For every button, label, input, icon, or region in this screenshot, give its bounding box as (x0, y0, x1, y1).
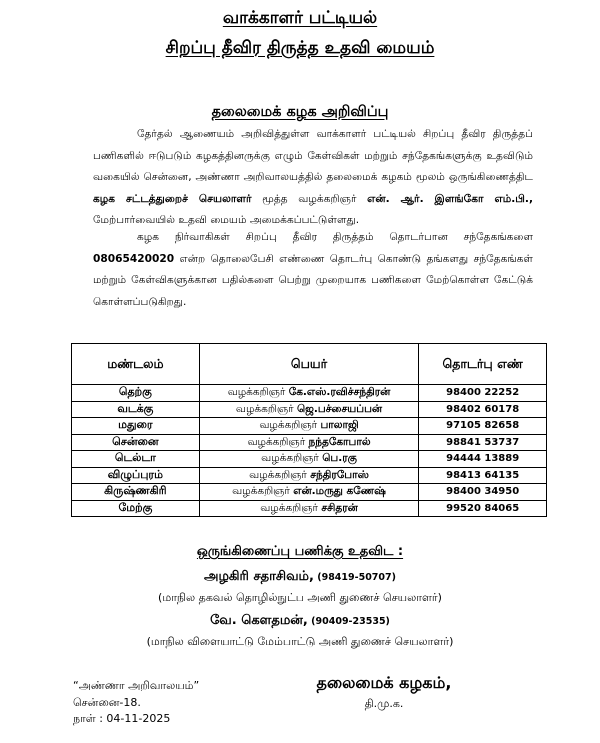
person-name: ஜெ.பச்சையப்பன் (297, 402, 383, 415)
footer-party: தி.மு.க. (364, 697, 404, 710)
name-prefix: வழக்கறிஞர் (235, 402, 297, 415)
paragraph-helpline (93, 227, 533, 313)
name-prefix: வழக்கறிஞர் (259, 419, 321, 432)
coordinator-1-phone: (98419-50707) (313, 572, 396, 583)
footer-city: சென்னை-18. (73, 695, 141, 709)
table-row (72, 500, 547, 517)
table-row (72, 401, 547, 418)
person-name: சந்திரபோஸ் (310, 468, 369, 481)
zone-cell: கிருஷ்ணகிரி (72, 484, 200, 501)
name-prefix: வழக்கறிஞர் (260, 501, 322, 514)
name-prefix: வழக்கறிஞர் (261, 452, 323, 465)
table-row (72, 418, 547, 435)
phone-cell: 98841 53737 (419, 434, 547, 451)
name-cell (199, 401, 419, 418)
name-cell (199, 451, 419, 468)
phone-cell: 98413 64135 (419, 467, 547, 484)
phone-cell: 99520 84065 (419, 500, 547, 517)
name-cell (199, 467, 419, 484)
footer-place: “அண்ணா அறிவாலயம்” (73, 679, 200, 692)
table-row (72, 451, 547, 468)
person-name: சசிதரன் (321, 501, 358, 514)
zone-cell: வடக்கு (72, 401, 200, 418)
name-cell (199, 385, 419, 402)
name-prefix: வழக்கறிஞர் (247, 435, 309, 448)
name-prefix: வழக்கறிஞர் (227, 386, 289, 399)
footer-org: தலைமைக் கழகம், (316, 673, 452, 692)
coordinator-1 (0, 569, 600, 585)
header-zone: மண்டலம் (72, 344, 200, 385)
zone-cell: விழுப்புரம் (72, 467, 200, 484)
header-phone: தொடர்பு எண் (419, 344, 547, 385)
coordinator-2 (0, 613, 600, 629)
paragraph1-bold-a: கழக சட்டத்துறைச் செயலாளர் (93, 192, 252, 205)
footer-address (73, 678, 199, 728)
paragraph1-text-c: மேற்பார்வையில் உதவி மையம் அமைக்கப்பட்டுள்ளது. (93, 214, 360, 226)
paragraph1-bold-b: என். ஆர். இளங்கோ எம்.பி., (367, 192, 533, 205)
phone-cell: 98402 60178 (419, 401, 547, 418)
header-name: பெயர் (199, 344, 419, 385)
person-name: என்.மருது கணேஷ் (293, 485, 386, 498)
phone-cell: 97105 82658 (419, 418, 547, 435)
coordinator-2-name: வே. கௌதமன், (210, 613, 308, 628)
notice-heading: தலைமைக் கழக அறிவிப்பு (211, 104, 389, 120)
coordinator-1-name: அழகிரி சதாசிவம், (204, 569, 314, 584)
person-name: நந்தகோபால் (308, 435, 371, 448)
paragraph1-text-b: மூத்த வழக்கறிஞர் (251, 192, 368, 205)
zone-cell: சென்னை (72, 434, 200, 451)
zone-cell: தெற்கு (72, 385, 200, 402)
phone-cell: 98400 34950 (419, 484, 547, 501)
footer-date: நாள் : 04-11-2025 (73, 712, 171, 725)
document-title-line1: வாக்காளர் பட்டியல் (222, 8, 378, 28)
coordinator-2-phone: (90409-23535) (307, 616, 390, 627)
name-prefix: வழக்கறிஞர் (249, 468, 311, 481)
person-name: கே.எஸ்.ரவிச்சந்திரன் (288, 386, 391, 399)
name-cell (199, 418, 419, 435)
name-cell (199, 484, 419, 501)
document-title-line2: சிறப்பு தீவிர திருத்த உதவி மையம் (165, 38, 435, 58)
zone-cell: மேற்கு (72, 500, 200, 517)
person-name: பாலாஜி (320, 419, 359, 432)
table-row (72, 385, 547, 402)
coordinator-2-role: (மாநில விளையாட்டு மேம்பாட்டு அணி துணைச் செயலாளர்) (146, 635, 454, 648)
name-cell (199, 434, 419, 451)
paragraph2-text-a: கழக நிர்வாகிகள் சிறப்பு தீவிர திருத்தம் தொடர்பான சந்தேகங்களை (137, 231, 533, 243)
paragraph-help-center (93, 124, 533, 232)
zone-cell: டெல்டா (72, 451, 200, 468)
phone-cell: 94444 13889 (419, 451, 547, 468)
name-prefix: வழக்கறிஞர் (232, 485, 294, 498)
table-header-row (72, 344, 547, 385)
table-row (72, 434, 547, 451)
paragraph1-text-a: தேர்தல் ஆணையம் அறிவித்துள்ள வாக்காளர் பட்டியல் சிறப்பு தீவிர திருத்தப் பணிகளில் ஈடுபடும் கழகத்தினருக்கு எழும் கேள்விகள் மற்றும் சந்தேகங்களுக்கு உதவிடும் வகையில் சென்னை, அண்ணா அறிவாலயத்தில் தலைமைக் கழகம் மூலம் ஒருங்கிணைத்திட (93, 128, 533, 183)
helpline-number: 08065420020 (93, 252, 175, 265)
table-row (72, 467, 547, 484)
person-name: பெ.ரகு (322, 452, 357, 465)
table-row (72, 484, 547, 501)
name-cell (199, 500, 419, 517)
coordinator-1-role: (மாநில தகவல் தொழில்நுட்ப அணி துணைச் செயலாளர்) (158, 591, 442, 604)
zone-cell: மதுரை (72, 418, 200, 435)
paragraph2-text-b: என்ற தொலைபேசி எண்ணை தொடர்பு கொண்டு தங்களது சந்தேகங்கள் மற்றும் கேள்விகளுக்கான பதில்களை பெற்று முறையாக பணிகளை மேற்கொள்ள கேட்டுக் கொள்ளப்படுகிறது. (93, 252, 533, 308)
coordination-heading: ஒருங்கிணைப்பு பணிக்கு உதவிட : (196, 544, 404, 559)
zone-contacts-table (71, 343, 547, 517)
footer-signature (308, 673, 460, 712)
phone-cell: 98400 22252 (419, 385, 547, 402)
